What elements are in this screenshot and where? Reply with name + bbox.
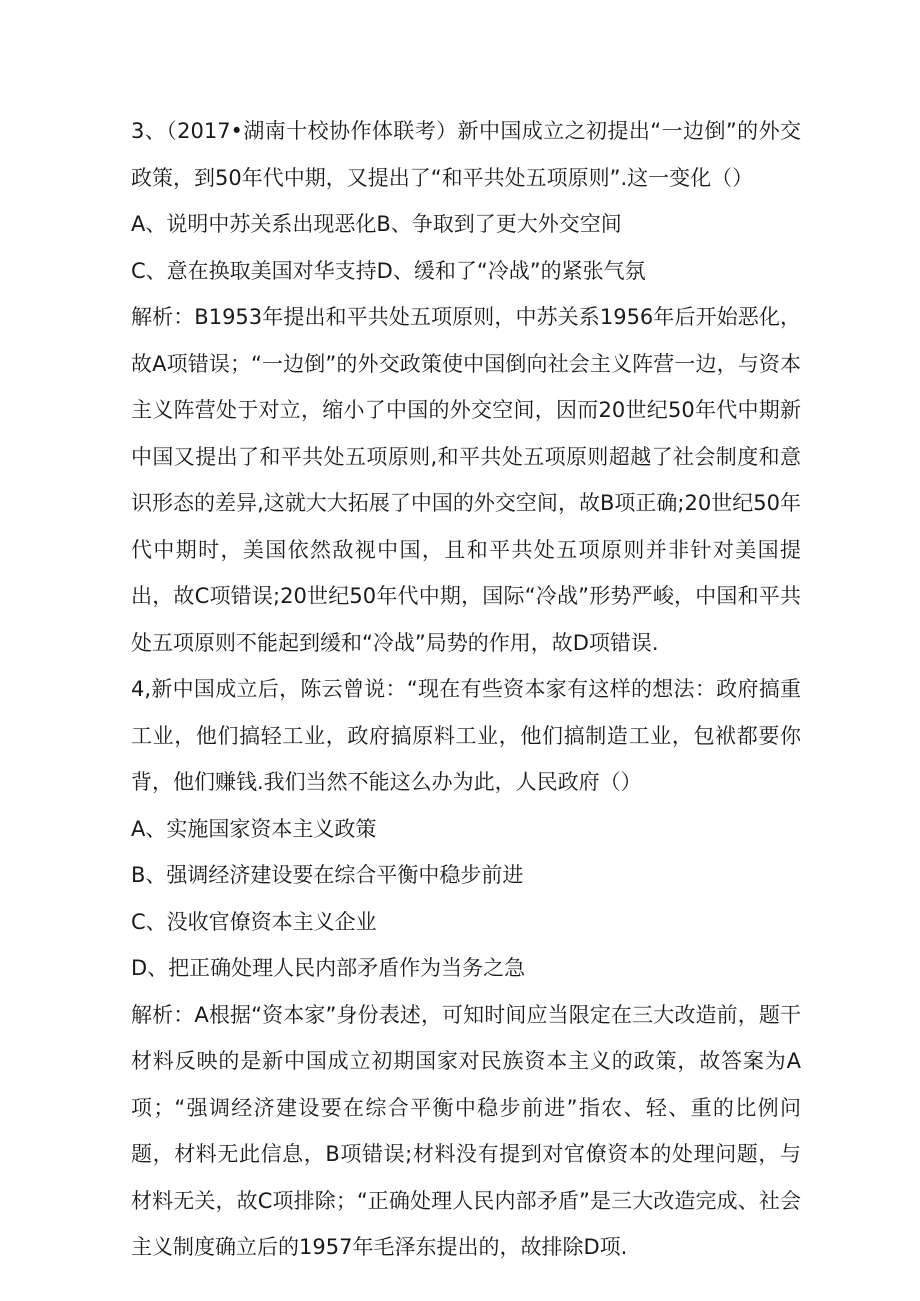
question-3-stem: 3、（2017•湖南十校协作体联考）新中国成立之初提出“一边倒”的外交政策，到50年代中期，又提出了“和平共处五项原则”.这一变化（） [131, 119, 801, 190]
question-4-option-c: C、没收官僚资本主义企业 [131, 909, 377, 934]
question-4-option-b: B、强调经济建设要在综合平衡中稳步前进 [131, 863, 524, 887]
question-3-options-ab: A、说明中苏关系出现恶化B、争取到了更大外交空间 [131, 212, 622, 236]
question-4-option-d: D、把正确处理人民内部矛盾作为当务之急 [131, 956, 526, 980]
question-3-analysis: 解析：B1953年提出和平共处五项原则，中苏关系1956年后开始恶化，故A项错误；“一边倒”的外交政策使中国倒向社会主义阵营一边，与资本主义阵营处于对立，缩小了中国的外交空间，因而20世纪50年代中期新中国又提出了和平共处五项原则,和平共处五项原则超越了社会制度和意识形态的差异,这就大大拓展了中国的外交空间，故B项正确;20世纪50年代中期时，美国依然敌视中国，且和平共处五项原则并非针对美国提出，故C项错误;20世纪50年代中期，国际“冷战”形势严峻，中国和平共处五项原则不能起到缓和“冷战”局势的作用，故D项错误. [131, 305, 801, 655]
question-4-analysis: 解析：A根据“资本家”身份表述，可知时间应当限定在三大改造前，题干材料反映的是新中国成立初期国家对民族资本主义的政策，故答案为A项；“强调经济建设要在综合平衡中稳步前进”指农、轻、重的比例问题，材料无此信息，B项错误;材料没有提到对官僚资本的处理问题，与材料无关，故C项排除；“正确处理人民内部矛盾”是三大改造完成、社会主义制度确立后的1957年毛泽东提出的，故排除D项. [131, 1002, 801, 1259]
question-4-option-a: A、实施国家资本主义政策 [131, 816, 377, 841]
document-body [131, 108, 801, 1271]
question-4-stem: 4,新中国成立后，陈云曾说：“现在有些资本家有这样的想法：政府搞重工业，他们搞轻工业，政府搞原料工业，他们搞制造工业，包袱都要你背，他们赚钱.我们当然不能这么办为此，人民政府（） [131, 677, 801, 794]
question-3-options-cd: C、意在换取美国对华支持D、缓和了“冷战”的紧张气氛 [131, 258, 646, 283]
